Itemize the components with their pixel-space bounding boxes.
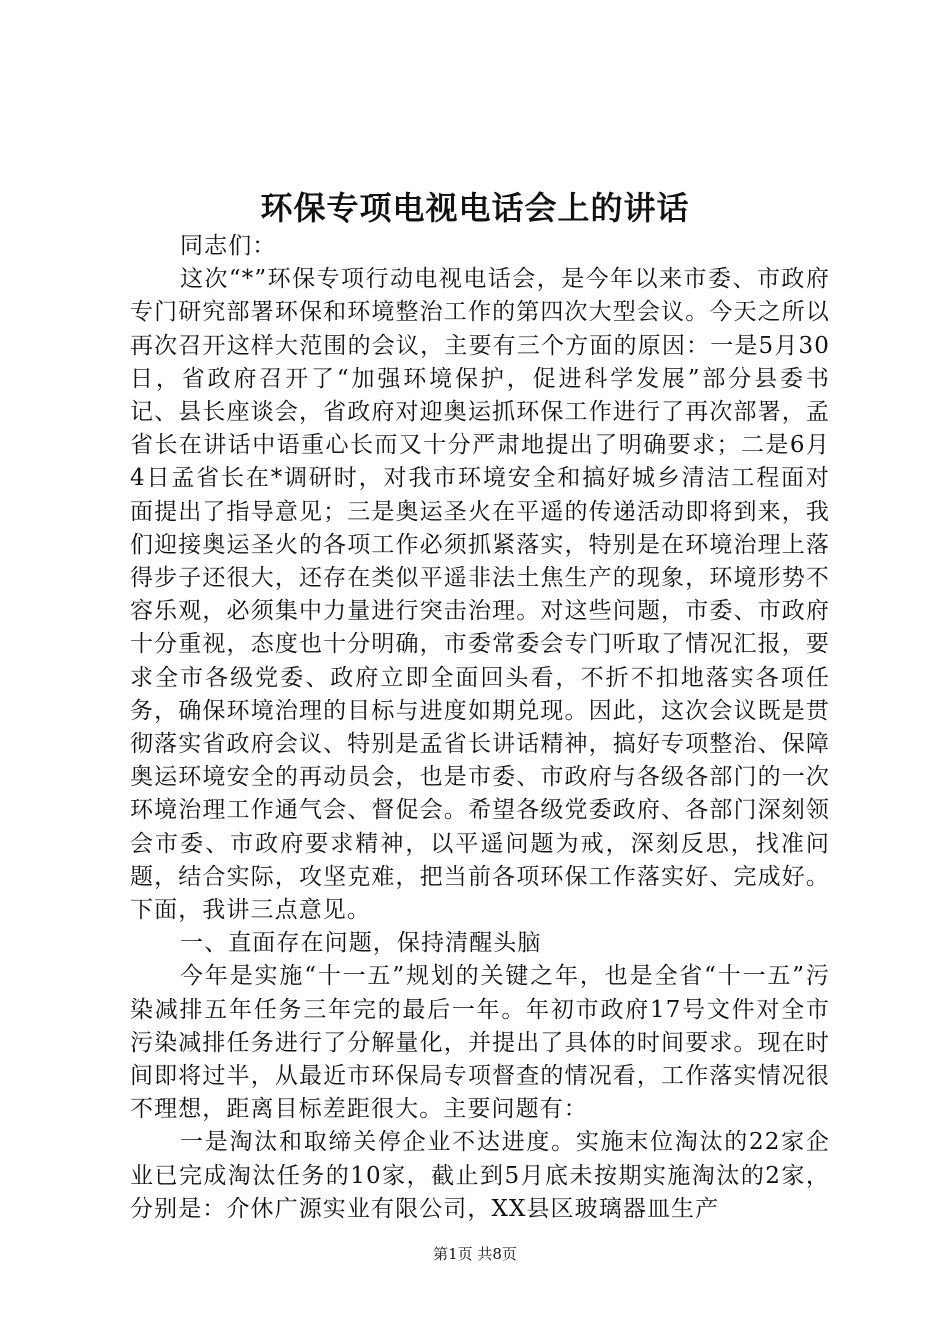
section-heading: 一、直面存在问题，保持清醒头脑 [180, 930, 542, 957]
document-title: 环保专项电视电话会上的讲话 [260, 189, 690, 227]
document-body [130, 230, 830, 1226]
paragraph: 一是淘汰和取缔关停企业不达进度。实施末位淘汰的22家企业已完成淘汰任务的10家，截止到5月底未按期实施淘汰的2家，分别是：介休广源实业有限公司，XX县区玻璃器皿生产 [130, 1129, 830, 1222]
paragraph: 今年是实施“十一五”规划的关键之年，也是全省“十一五”污染减排五年任务三年完的最后一年。年初市政府17号文件对全市污染减排任务进行了分解量化，并提出了具体的时间要求。现在时间即将过半，从最近市环保局专项督查的情况看，工作落实情况很不理想，距离目标差距很大。主要问题有： [130, 963, 830, 1123]
page-number: 第1页 共8页 [433, 1245, 517, 1263]
greeting: 同志们： [180, 233, 277, 259]
paragraph: 这次“*”环保专项行动电视电话会，是今年以来市委、市政府专门研究部署环保和环境整治工作的第四次大型会议。今天之所以再次召开这样大范围的会议，主要有三个方面的原因：一是5月30日，省政府召开了“加强环境保护，促进科学发展”部分县委书记、县长座谈会，省政府对迎奥运抓环保工作进行了再次部署，孟省长在讲话中语重心长而又十分严肃地提出了明确要求；二是6月4日孟省长在*调研时，对我市环境安全和搞好城乡清洁工程面对面提出了指导意见；三是奥运圣火在平遥的传递活动即将到来，我们迎接奥运圣火的各项工作必须抓紧落实，特别是在环境治理上落得步子还很大，还存在类似平遥非法土焦生产的现象，环境形势不容乐观，必须集中力量进行突击治理。对这些问题，市委、市政府十分重视，态度也十分明确，市委常委会专门听取了情况汇报，要求全市各级党委、政府立即全面回头看，不折不扣地落实各项任务，确保环境治理的目标与进度如期兑现。因此，这次会议既是贯彻落实省政府会议、特别是孟省长讲话精神，搞好专项整治、保障奥运环境安全的再动员会，也是市委、市政府与各级各部门的一次环境治理工作通气会、督促会。希望各级党委政府、各部门深刻领会市委、市政府要求精神，以平遥问题为戒，深刻反思，找准问题，结合实际，攻坚克难，把当前各项环保工作落实好、完成好。下面，我讲三点意见。 [130, 266, 830, 924]
